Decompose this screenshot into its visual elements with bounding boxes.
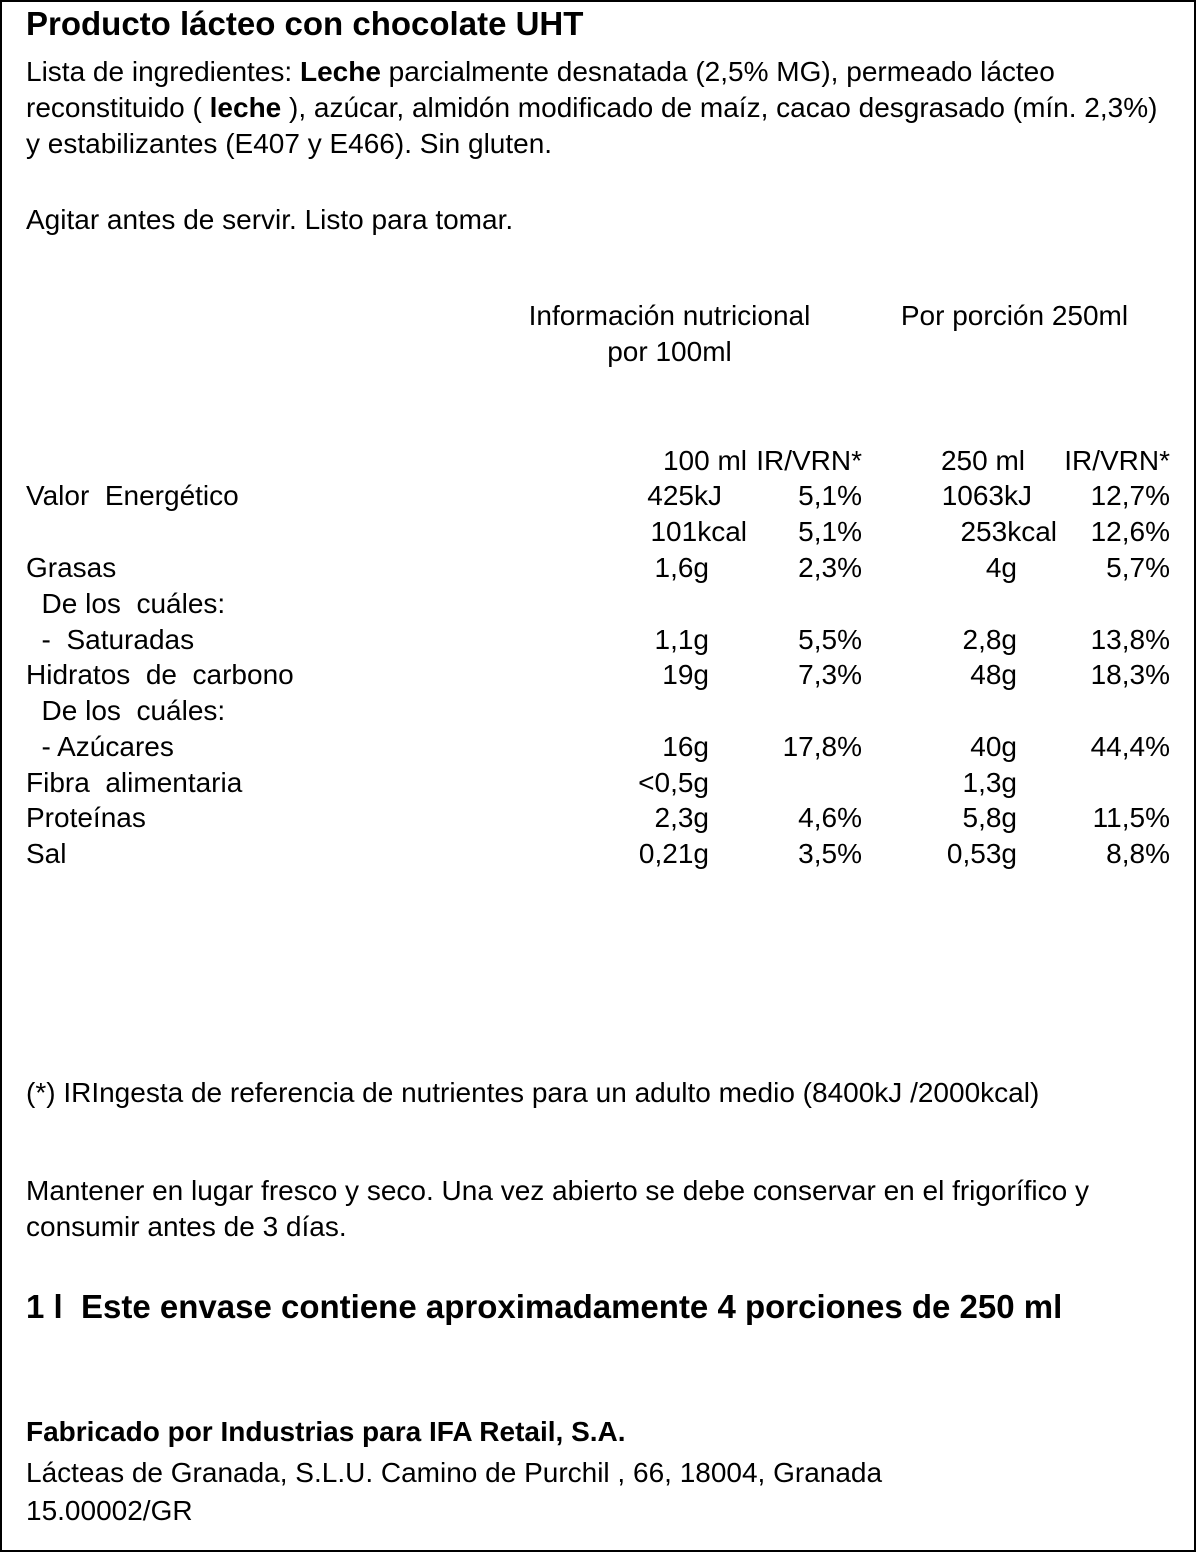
row-name: Sal (26, 838, 67, 869)
column-header-ir-100: IR/VRN* (756, 445, 862, 476)
storage-instructions: Mantener en lugar fresco y seco. Una vez abierto se debe conservar en el frigorífico y consumir antes de 3 días. (26, 1175, 1089, 1242)
row-name: Valor Energético (26, 480, 239, 511)
reference-intake-footnote: (*) IRIngesta de referencia de nutrientes para un adulto medio (8400kJ /2000kcal) (26, 1077, 1040, 1108)
manufacturer: Fabricado por Industrias para IFA Retail, S.A. (26, 1416, 626, 1447)
row-name: Fibra alimentaria (26, 767, 243, 798)
row-value-250: 0,53g (946, 838, 1017, 869)
row-ir-100: 4,6% (798, 802, 862, 833)
row-ir-100: 17,8% (782, 731, 862, 762)
ingredient-leche-bold: Leche (299, 56, 381, 87)
row-ir-250: 8,8% (1106, 838, 1170, 869)
row-value-100: 101kcal (650, 516, 747, 547)
row-ir-100: 5,5% (798, 624, 862, 655)
row-name: - Azúcares (26, 731, 174, 762)
manufacturer-address: Lácteas de Granada, S.L.U. Camino de Purchil , 66, 18004, Granada (26, 1457, 883, 1488)
header-per-100ml-line2: por 100ml (607, 336, 732, 367)
ingredients-prefix: Lista de ingredientes: (26, 56, 300, 87)
portions-statement: 1 l Este envase contiene aproximadamente 4 porciones de 250 ml (26, 1288, 1063, 1325)
row-value-100: 0,21g (638, 838, 709, 869)
row-value-250: 4g (985, 552, 1017, 583)
row-ir-250: 44,4% (1090, 731, 1170, 762)
row-value-100: 1,6g (654, 552, 709, 583)
ingredients-text (26, 54, 1166, 162)
row-ir-100: 5,1% (798, 516, 862, 547)
row-ir-100: 5,1% (798, 480, 862, 511)
row-ir-250: 13,8% (1090, 624, 1170, 655)
row-ir-250: 18,3% (1090, 659, 1170, 690)
row-name: - Saturadas (26, 624, 195, 655)
column-header-100ml: 100 ml (662, 445, 747, 476)
ingredient-leche-allergen: leche (209, 92, 282, 123)
row-value-100: 2,3g (654, 802, 709, 833)
row-name: Proteínas (26, 802, 146, 833)
row-ir-250: 12,6% (1090, 516, 1170, 547)
row-ir-100: 7,3% (798, 659, 862, 690)
row-value-250: 253kcal (960, 516, 1057, 547)
row-name: De los cuáles: (26, 695, 226, 726)
column-header-ir-250: IR/VRN* (1064, 445, 1170, 476)
row-value-250: 1063kJ (941, 480, 1032, 511)
row-value-250: 1,3g (962, 767, 1017, 798)
usage-instructions: Agitar antes de servir. Listo para tomar. (26, 204, 514, 235)
row-ir-250: 12,7% (1090, 480, 1170, 511)
row-value-100: 16g (662, 731, 709, 762)
row-value-250: 40g (970, 731, 1017, 762)
header-per-100ml-line1: Información nutricional (528, 300, 811, 331)
column-header-250ml: 250 ml (940, 445, 1025, 476)
row-ir-250: 11,5% (1092, 802, 1170, 833)
row-name: Grasas (26, 552, 117, 583)
row-value-100: 425kJ (647, 480, 722, 511)
row-value-250: 5,8g (962, 802, 1017, 833)
product-title: Producto lácteo con chocolate UHT (26, 5, 584, 42)
row-value-250: 48g (970, 659, 1017, 690)
row-value-250: 2,8g (962, 624, 1017, 655)
registry-number: 15.00002/GR (26, 1495, 193, 1526)
ingredients-part2: parcialmente desnatada (2,5% MG), permeado lácteo reconstituido ( (26, 56, 1055, 123)
row-name: De los cuáles: (26, 588, 226, 619)
row-name: Hidratos de carbono (26, 659, 294, 690)
row-value-100: 1,1g (654, 624, 709, 655)
header-per-portion: Por porción 250ml (900, 300, 1129, 331)
row-value-100: 19g (662, 659, 709, 690)
row-ir-250: 5,7% (1106, 552, 1170, 583)
row-ir-100: 2,3% (798, 552, 862, 583)
ingredients-part3: ), azúcar, almidón modificado de maíz, cacao desgrasado (mín. 2,3%) y estabilizantes (E407 y E466). Sin gluten. (26, 92, 1158, 159)
row-ir-100: 3,5% (798, 838, 862, 869)
row-value-100: <0,5g (638, 767, 709, 798)
header-per-100ml (502, 298, 837, 370)
